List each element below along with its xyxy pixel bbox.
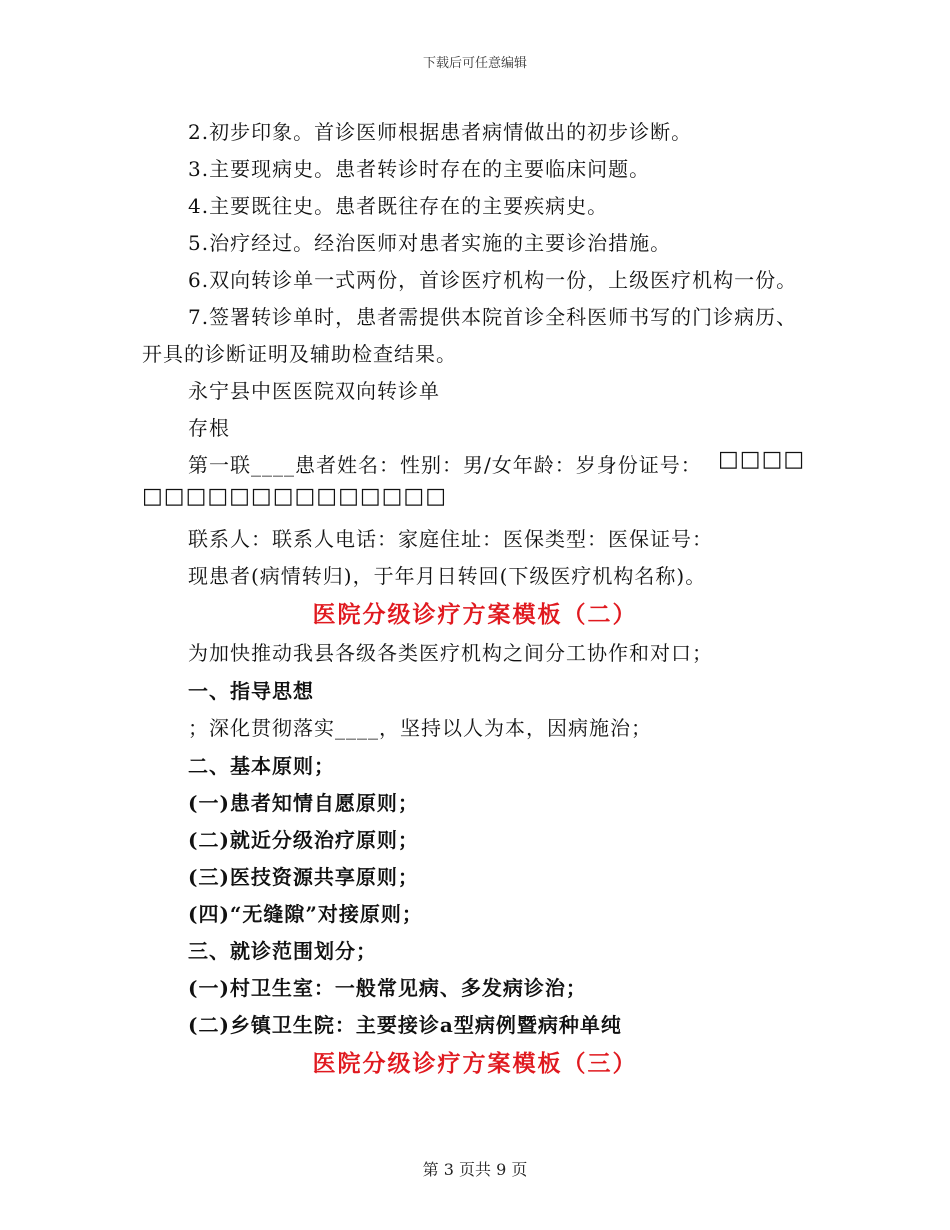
first-copy-fields: 第一联____患者姓名：性别：男/女年龄：岁身份证号： [188, 453, 702, 477]
section-2-title: 医院分级诊疗方案模板（二） [312, 601, 638, 628]
page-header: 下载后可任意编辑 [422, 56, 527, 71]
contact-fields: 联系人：联系人电话：家庭住址：医保类型：医保证号： [188, 527, 713, 551]
heading-scope-division: 三、就诊范围划分； [188, 939, 377, 963]
item-4-past-history: 4.主要既往史。患者既往存在的主要疾病史。 [188, 194, 609, 218]
guiding-ideology-body: ；深化贯彻落实____，坚持以人为本，因病施治； [188, 716, 652, 740]
heading-basic-principles: 二、基本原则； [188, 754, 335, 778]
heading-guiding-ideology: 一、指导思想 [188, 679, 314, 703]
id-number-boxes-continued: □□□□□□□□□□□□□□ [142, 484, 448, 509]
form-title: 永宁县中医医院双向转诊单 [188, 379, 440, 403]
return-statement: 现患者(病情转归)，于年月日转回(下级医疗机构名称)。 [188, 564, 707, 588]
section-3-title: 医院分级诊疗方案模板（三） [312, 1050, 638, 1077]
scope-township-hospital: (二)乡镇卫生院：主要接诊a型病例暨病种单纯 [188, 1013, 622, 1037]
section-2-intro: 为加快推动我县各级各类医疗机构之间分工协作和对口； [188, 641, 713, 665]
principle-2: (二)就近分级治疗原则； [188, 828, 419, 852]
page-footer: 第 3 页共 9 页 [422, 1160, 528, 1179]
stub-label: 存根 [188, 416, 230, 440]
item-5-treatment-course: 5.治疗经过。经治医师对患者实施的主要诊治措施。 [188, 231, 672, 255]
principle-1: (一)患者知情自愿原则； [188, 791, 419, 815]
principle-4: (四)“无缝隙”对接原则； [188, 902, 423, 926]
item-7-signing: 7.签署转诊单时，患者需提供本院首诊全科医师书写的门诊病历、 [188, 305, 798, 329]
id-number-boxes: □□□□ [718, 447, 806, 472]
item-2-initial-impression: 2.初步印象。首诊医师根据患者病情做出的初步诊断。 [188, 120, 693, 144]
principle-3: (三)医技资源共享原则； [188, 865, 419, 889]
item-6-copies: 6.双向转诊单一式两份，首诊医疗机构一份，上级医疗机构一份。 [188, 268, 798, 292]
scope-village-clinic: (一)村卫生室：一般常见病、多发病诊治； [188, 976, 587, 1000]
item-7-signing-continued: 开具的诊断证明及辅助检查结果。 [142, 342, 457, 366]
item-3-present-illness: 3.主要现病史。患者转诊时存在的主要临床问题。 [188, 157, 651, 181]
